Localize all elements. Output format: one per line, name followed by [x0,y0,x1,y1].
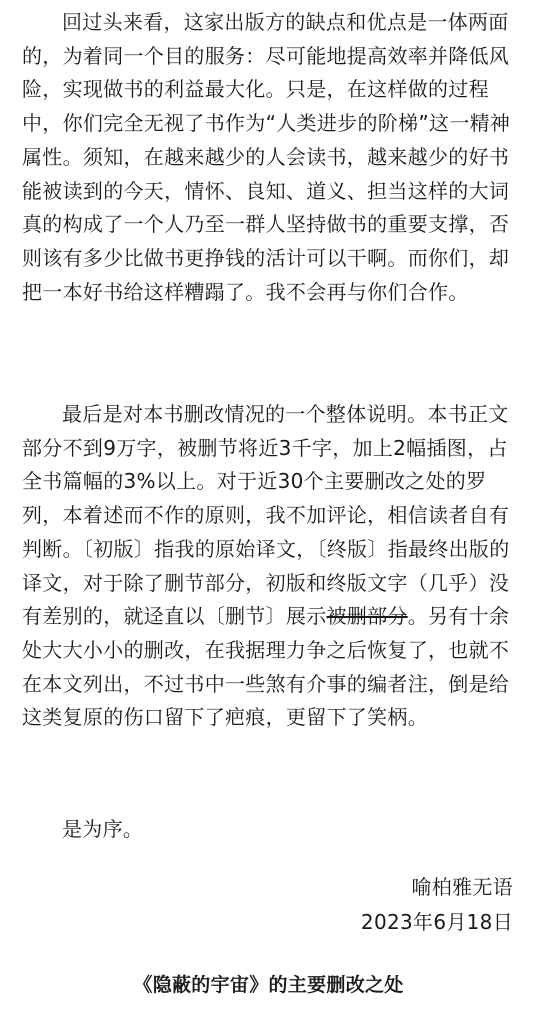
body-paragraph-closing: 是为序。 [62,817,144,841]
body-paragraph-deletion-summary [22,398,516,735]
signature-date: 2023年6月18日 [360,910,513,934]
paragraph-text: 最后是对本书删改情况的一个整体说明。本书正文部分不到9万字，被删节将近3千字，加上2幅插图，占全书篇幅的3%以上。对于近30个主要删改之处的罗列，本着述而不作的原则，我不加评论，相信读者自有判断。〔初版〕指我的原始译文，〔终版〕指最终出版的译文，对于除了删节部分，初版和终版文字（几乎）没有差别的，就迳直以〔删节〕展示 [22,402,510,629]
section-heading: 《隐蔽的宇宙》的主要删改之处 [133,974,404,996]
body-paragraph-criticism: 回过头来看，这家出版方的缺点和优点是一体两面的，为着同一个目的服务：尽可能地提高效率并降低风险，实现做书的利益最大化。只是，在这样做的过程中，你们完全无视了书作为“人类进步的阶梯”这一精神属性。须知，在越来越少的人会读书，越来越少的好书能被读到的今天，情怀、良知、道义、担当这样的大词真的构成了一个人乃至一群人坚持做书的重要支撑，否则该有多少比做书更挣钱的活计可以干啊。而你们，却把一本好书给这样糟蹋了。我不会再与你们合作。 [22,10,511,304]
paragraph-text: 。另有十余处大大小小的删改，在我据理力争之后恢复了，也就不在本文列出，不过书中一些煞有介事的编者注，倒是给这类复原的伤口留下了疤痕，更留下了笑柄。 [22,604,510,730]
struck-through-text: 被删部分 [326,604,408,629]
signature-name: 喻柏雅无语 [411,875,513,899]
